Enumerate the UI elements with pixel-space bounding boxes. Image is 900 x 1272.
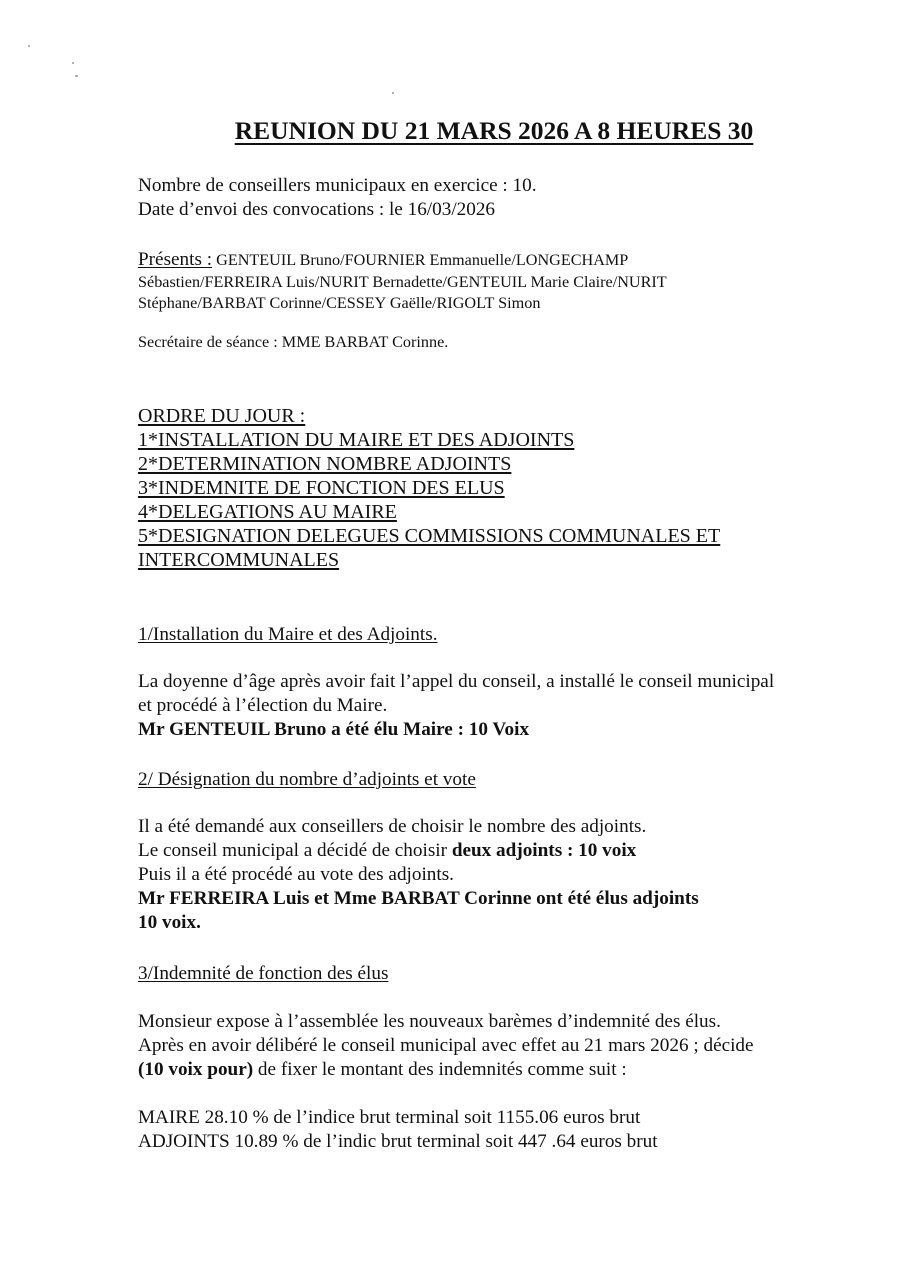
section2-text-2: Le conseil municipal a décidé de choisir deux adjoints : 10 voix xyxy=(138,840,637,861)
section3-text-2: Après en avoir délibéré le conseil municipal avec effet au 21 mars 2026 ; décide xyxy=(138,1035,754,1056)
agenda-item: 3*INDEMNITE DE FONCTION DES ELUS xyxy=(138,477,505,499)
presents-names-1: GENTEUIL Bruno/FOURNIER Emmanuelle/LONGECHAMP xyxy=(212,251,629,269)
presents-names-3: Stéphane/BARBAT Corinne/CESSEY Gaëlle/RIGOLT Simon xyxy=(138,294,541,312)
section3-heading: 3/Indemnité de fonction des élus xyxy=(138,963,389,984)
section3-text-3: (10 voix pour) de fixer le montant des indemnités comme suit : xyxy=(138,1059,627,1080)
adjoints-count-vote: deux adjoints : 10 voix xyxy=(451,840,637,861)
presents-names-2: Sébastien/FERREIRA Luis/NURIT Bernadette/GENTEUIL Marie Claire/NURIT xyxy=(138,273,667,291)
section1-text-1: La doyenne d’âge après avoir fait l’appel du conseil, a installé le conseil municipal xyxy=(138,671,775,692)
section2-body xyxy=(138,815,858,935)
section1-text-2: et procédé à l’élection du Maire. xyxy=(138,695,388,716)
scan-speck xyxy=(28,45,30,47)
section2-text-3: Puis il a été procédé au vote des adjoints. xyxy=(138,864,454,885)
agenda-heading: ORDRE DU JOUR : xyxy=(138,405,306,427)
adjoints-election-result: Mr FERREIRA Luis et Mme BARBAT Corinne ont été élus adjoints xyxy=(138,888,699,909)
section2-text-1: Il a été demandé aux conseillers de choisir le nombre des adjoints. xyxy=(138,816,647,837)
convocation-date: Date d’envoi des convocations : le 16/03/2026 xyxy=(138,199,496,220)
scan-speck xyxy=(72,62,74,64)
agenda-item: 5*DESIGNATION DELEGUES COMMISSIONS COMMUNALES ET xyxy=(138,525,721,547)
presents-label: Présents : xyxy=(138,249,213,270)
section3-text-1: Monsieur expose à l’assemblée les nouveaux barèmes d’indemnité des élus. xyxy=(138,1011,721,1032)
session-info xyxy=(138,174,858,222)
agenda-item: INTERCOMMUNALES xyxy=(138,549,340,571)
councillors-count: Nombre de conseillers municipaux en exercice : 10. xyxy=(138,175,537,196)
agenda-item: 4*DELEGATIONS AU MAIRE xyxy=(138,501,397,523)
document-title: REUNION DU 21 MARS 2026 A 8 HEURES 30 xyxy=(234,116,754,145)
section3-body xyxy=(138,1010,858,1082)
indemnity-amounts xyxy=(138,1106,858,1154)
section1-body xyxy=(138,670,858,742)
section2-heading: 2/ Désignation du nombre d’adjoints et vote xyxy=(138,769,476,790)
scan-speck xyxy=(392,92,394,94)
presents-block xyxy=(138,248,858,314)
scan-speck xyxy=(75,75,78,77)
mayor-indemnity: MAIRE 28.10 % de l’indice brut terminal soit 1155.06 euros brut xyxy=(138,1107,641,1128)
adjoints-vote-count: 10 voix. xyxy=(138,912,201,933)
agenda xyxy=(138,404,858,572)
agenda-item: 2*DETERMINATION NOMBRE ADJOINTS xyxy=(138,453,512,475)
indemnity-vote: (10 voix pour) xyxy=(138,1059,254,1080)
agenda-item: 1*INSTALLATION DU MAIRE ET DES ADJOINTS xyxy=(138,429,575,451)
mayor-election-result: Mr GENTEUIL Bruno a été élu Maire : 10 Voix xyxy=(138,719,530,740)
section1-heading: 1/Installation du Maire et des Adjoints. xyxy=(138,624,438,645)
adjoints-indemnity: ADJOINTS 10.89 % de l’indic brut terminal soit 447 .64 euros brut xyxy=(138,1131,658,1152)
secretary-line: Secrétaire de séance : MME BARBAT Corinne. xyxy=(138,333,449,351)
